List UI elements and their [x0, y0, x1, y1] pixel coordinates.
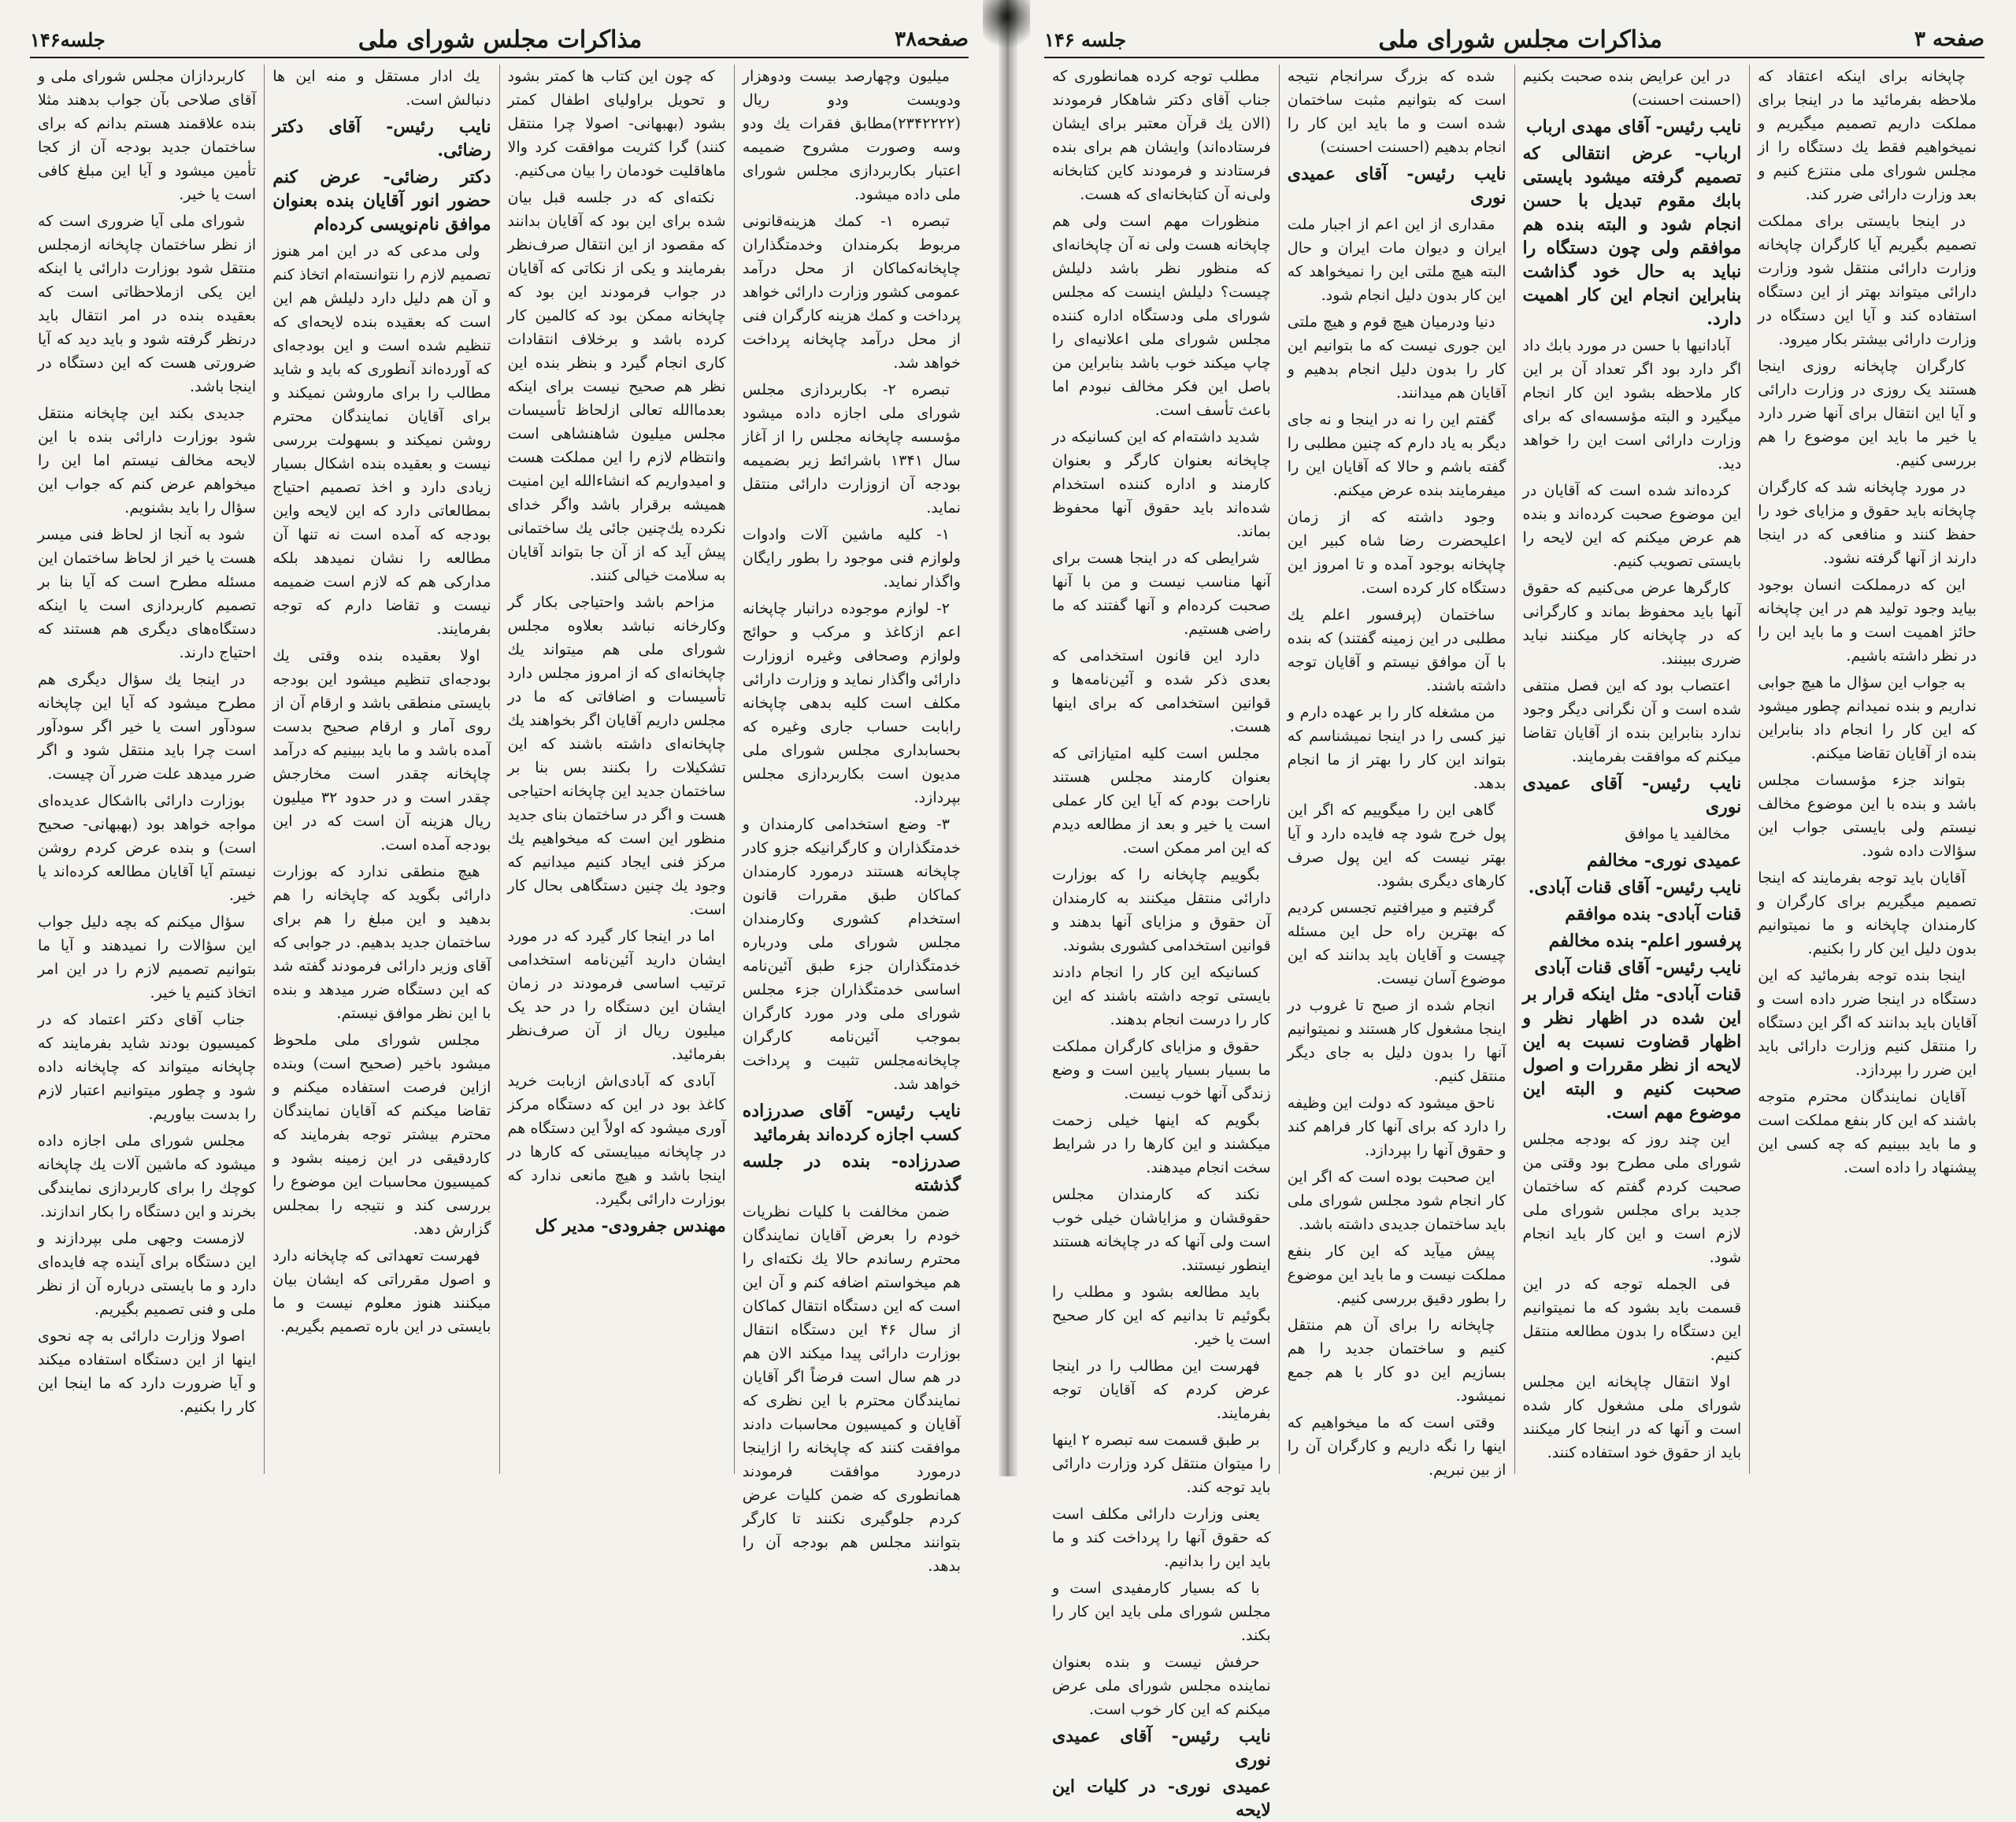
paragraph: باید مطالعه بشود و مطلب را بگوئیم تا بدانیم که این کار صحیح است یا خیر.	[1052, 1283, 1271, 1348]
paragraph: دارد این قانون استخدامی که بعدی ذکر شده و آئین‌نامه‌ها و قوانین استخدامی که برای اینها هست.	[1052, 646, 1271, 735]
paragraph: حقوق و مزایای کارگران مملکت ما بسیار بسیار پایین است و وضع زندگی آنها خوب نیست.	[1052, 1037, 1271, 1102]
paragraph: ضمن مخالفت با کلیات نظریات خودم را بعرض آقایان نمایندگان محترم رساندم حالا یك نکته‌ای را هم میخواستم اضافه کنم و آن این است که این دستگاه انتقال کماکان از سال ۴۶ این دستگاه انتقال بوزارت دارائی پیدا میکند الان هم در هم سال است فرضاً اگر آقایان نمایندگان محترم با این نظری که آقایان و کمیسیون محاسبات دادند موافقت کنند که چاپخانه را ازاینجا درمورد موافقت فرمودند همانطوری که ضمن کلیات عرض کردم جلوگیری نکنند تا کارگر بتوانند مجلس هم بودجه آن را بدهد.	[742, 1202, 961, 1575]
paragraph: مخالفید یا موافق	[1625, 824, 1731, 842]
paragraph: کارگران چاپخانه روزی اینجا هستند یک روزی در وزارت دارائی و آیا این انتقال برای آنها ضرر دارد یا خیر ما باید این موضوع را هم بررسی کنیم.	[1758, 357, 1977, 469]
paragraph: به جواب این سؤال ما هیچ جوابی نداریم و بنده نمیدانم چطور میشود که این کار را انجام داد بنابراین بنده از آقایان تقاضا میکنم.	[1758, 673, 1977, 762]
paragraph: مقداری از این اعم از اجبار ملت ایران و دیوان مات ایران و حال البته هیچ ملتی این را نمیخواهد که این کار بدون دلیل انجام شود.	[1287, 215, 1506, 304]
paragraph: مجلس شورای ملی ملحوظ میشود باخیر (صحیح است) وبنده ازاین فرصت استفاده میکنم و تقاضا میکنم که آقایان نمایندگان محترم بیشتر توجه بفرمایند که کاردقیقی در این زمینه بشود و کمیسیون محاسبات این موضوع را بررسی کند و نتیجه را بمجلس گزارش دهد.	[272, 1031, 491, 1238]
speaker-line: نایب رئیس- آقای عمیدی نوری	[1287, 164, 1506, 208]
paragraph: شدید داشته‌ام که این کسانیکه در چاپخانه بعنوان کارگر و بعنوان کارمند و اداره کننده استخدام شده‌اند باید حقوق آنها محفوظ بماند.	[1052, 428, 1271, 540]
paragraph: تبصره ۱- کمك هزینه‌قانونی مربوط بکرمندان وخدمتگذاران چاپخانه‌کماکان از محل درآمد عمومی کشور وزارت دارائی خواهد پرداخت و کمك هزینه کارگران فنی از محل درآمد چاپخانه پرداخت خواهد شد.	[742, 212, 961, 372]
speaker-line: نایب رئیس- آقای صدرزاده کسب اجازه کرده‌اند بفرمائید	[742, 1101, 961, 1145]
paragraph: ۲- لوازم موجوده درانبار چاپخانه اعم ازکاغذ و مرکب و حوائج ولوازم وصحافی وغیره ازوزارت دارائی واگذار نماید و وزارت دارائی مکلف است کلیه بدهی چاپخانه رابابت حساب جاری وغیره که بحسابداری مجلس شورای ملی مدیون است بکاربردازی مجلس بپردازد.	[742, 599, 961, 806]
paragraph: وقتی است که ما میخواهیم که اینها را نگه داریم و کارگران آن را از بین نبریم.	[1287, 1413, 1506, 1479]
paragraph: مزاحم باشد واحتیاجی بکار گر وکارخانه نباشد بعلاوه مجلس شورای ملی هم میتواند یك چاپخانه‌ای که از امروز مجلس دارد تأسیسات و اضافاتی که ما در مجلس داریم آقایان اگر بخواهند یك چاپخانه‌ای داشته باشند که این تشکیلات را بکنند بس بنا بر ساختمان جدید این چاپخانه احتیاجی هست و اگر در ساختمان بنای جدید منظور این است که میخواهیم یك مرکز فنی ایجاد کنیم میدانیم که وجود یك چنین دستگاهی بحال کار است.	[507, 593, 726, 918]
paragraph: مطلب توجه کرده همانطوری که جناب آقای دکتر شاهکار فرمودند (الان یك قرآن معتبر برای ایشان فرستاده‌اند) وایشان هم برای بنده فرستادند و فرمودند کاین کتابخانه ولی‌نه آن کتابخانه‌ای که هست.	[1052, 67, 1271, 203]
paragraph: بتواند جزء مؤسسات مجلس باشد و بنده با این موضوع مخالف نیستم ولی بایستی جواب این سؤالات داده شود.	[1758, 771, 1977, 860]
paragraph: در اینجا بایستی برای مملکت تصمیم بگیریم آیا کارگران چاپخانه وزارت دارائی منتقل شود وزارت دارائی میتواند بهتر از این دستگاه استفاده کند و آیا این دستگاه در وزارت دارائی بیشتر بکار میرود.	[1758, 212, 1977, 348]
paragraph: چاپخانه را برای آن هم منتقل کنیم و ساختمان جدید را هم بسازیم این دو کار با هم جمع نمیشود.	[1287, 1316, 1506, 1405]
paragraph: جناب آقای دکتر اعتماد که در کمیسیون بودند شاید بفرمایند که چاپخانه میتواند که چاپخانه داده شود و چطور میتوانیم اعتبار لازم را بدست بیاوریم.	[38, 1010, 257, 1123]
paragraph: مجلس شورای ملی اجازه داده میشود که ماشین آلات یك چاپخانه کوچك را برای کاربردازی نمایندگی بخرند و این دستگاه را بکار اندازند.	[38, 1131, 257, 1220]
speaker-line: نایب رئیس- آقای قنات آبادی.	[1528, 877, 1742, 898]
paragraph: با که بسیار کارمفیدی است و مجلس شورای ملی باید این کار را بکند.	[1052, 1579, 1271, 1644]
paragraph: بگوییم چاپخانه را که بوزارت دارائی منتقل میکنند به کارمندان آن حقوق و مزایای آنها بدهند و قوانین استخدامی کشوری بشوند.	[1052, 865, 1271, 954]
paragraph: فی الجمله توجه که در این قسمت باید بشود که ما نمیتوانیم این دستگاه را بدون مطالعه منتقل کنیم.	[1522, 1275, 1742, 1364]
speaker-line: نایب رئیس- آقای دکتر رضائی.	[272, 117, 491, 161]
right-page-header	[30, 22, 969, 58]
paragraph: ۳- وضع استخدامی کارمندان و خدمتگذاران و کارگرانیکه جزو کادر چاپخانه هستند درمورد کارمندان کماکان طبق مقررات قانون استخدام کشوری وکارمندان مجلس شورای ملی ودرباره خدمتگذاران جزء طبق آئین‌نامه اساسی خدمتگذاران جزء مجلس شورای ملی ودر مورد کارگران بموجب آئین‌نامه کارگران چاپخانه‌مجلس تثبیت و پرداخت خواهد شد.	[742, 815, 961, 1093]
paragraph: نکند که کارمندان مجلس حقوقشان و مزایاشان خیلی خوب است ولی آنها که در چاپخانه هستند اینطور نیستند.	[1052, 1185, 1271, 1274]
right-page-columns	[30, 65, 969, 1575]
paragraph: ساختمان (پرفسور اعلم یك مطلبی در این زمینه گفتند) که بنده با آن موافق نیستم و آقایان توجه داشته باشند.	[1287, 605, 1506, 694]
paragraph: اما در اینجا کار گیرد که در مورد ایشان دارید آئین‌نامه استخدامی ترتیب اساسی فرمودند در زمان ایشان این دستگاه را در حد یک میلیون ریال از آن صرف‌نظر بفرمائید.	[507, 927, 726, 1063]
paragraph: گفتم این را نه در اینجا و نه جای دیگر به یاد دارم که چنین مطلبی را گفته باشم و حالا که آقایان این را میفرمایند بنده عرض میکنم.	[1287, 410, 1506, 499]
paragraph: فهرست این مطالب را در اینجا عرض کردم که آقایان توجه بفرمایند.	[1052, 1357, 1271, 1422]
left-page-header	[1044, 22, 1984, 58]
ink-blot	[983, 0, 1030, 55]
paragraph: ولی مدعی که در این امر هنوز تصمیم لازم را نتوانسته‌ام اتخاذ کنم و آن هم دلیل دارد دلیلش هم این است که بعقیده بنده لایحه‌ای که تنظیم شده است و این بودجه‌ای که آورده‌اند آنطوری که باید و شاید مطالب را برای ماروشن نمیکند و برای آقایان نمایندگان محترم روشن نمیکند و بسهولت بررسی نیست و بعقیده بنده اشکال بسیار زیادی دارد و اخذ تصمیم احتیاج بمطالعاتی دارد که این لایحه واین بودجه که آمده است نه تنها آن مطالعه را نشان نمیدهد بلکه مدارکی هم که لازم است ضمیمه نیست و تقاضا دارم که توجه بفرمایند.	[272, 242, 491, 638]
paragraph: دنیا ودرمیان هیچ قوم و هیچ ملتی این جوری نیست که ما بتوانیم این کار را بدون دلیل انجام بدهیم و آقایان هم میدانند.	[1287, 313, 1506, 402]
paragraph: ناحق میشود که دولت این وظیفه را دارد که برای آنها کار فراهم کند و حقوق آنها را بپردازد.	[1287, 1094, 1506, 1159]
paragraph: من مشغله کار را بر عهده دارم و نیز کسی را در اینجا نمیشناسم که بتواند این کار را بهتر از ما انجام بدهد.	[1287, 703, 1506, 792]
paragraph: کارگرها عرض می‌کنیم که حقوق آنها باید محفوظ بماند و کارگرانی که در چاپخانه کار میکنند نباید ضرری ببینند.	[1522, 579, 1742, 668]
paragraph: نکته‌ای که در جلسه قبل بیان شده برای این بود که آقایان بدانند که مقصود از این انتقال صرف‌نظر بفرمایند و یکی از نکاتی که آقایان در جواب فرمودند این بود که چاپخانه ممکن بود که کالمین کار کرده باشد و برخلاف انتقادات کاری انجام گیرد و بنظر بنده این نظر هم صحیح نیست برای اینکه بعدماالله تعالی ازلحاظ تأسیسات مجلس میلیون شاهنشاهی است وانتظام لازم را این مملکت هست و امیدواریم که انشاءالله این امنیت همیشه برقرار باشد واگر خدای نکرده یك‌چنین جائی یك ساختمانی پیش آید که از آن جا بتواند آقایان به سلامت خیالی کنند.	[507, 188, 726, 584]
text-column	[264, 65, 498, 1474]
speaker-line: عمیدی نوری- در کلیات این لایحه	[1052, 1776, 1271, 1820]
session-label: جلسه۱۴۶	[30, 28, 106, 51]
paragraph: شود به آنجا از لحاظ فنی میسر هست یا خیر از لحاظ ساختمان این مسئله مطرح است که آیا بنا بر تصمیم کاربردازی است یا اینکه دستگاه‌های دیگری هم هستند که احتیاج دارند.	[38, 525, 257, 661]
text-column	[1749, 65, 1984, 1474]
speaker-line: قنات آبادی- بنده موافقم	[1565, 904, 1742, 924]
paragraph: که چون این کتاب ها کمتر بشود و تحویل براولیای اطفال کمتر بشود (بهبهانی- اصولا چرا منتقل کنند) گرا کثریت موافقت کرد والا ماهاقلیت خودمان را بیان می‌کنیم.	[507, 67, 726, 180]
paragraph: وجود داشته که از زمان اعلیحضرت رضا شاه کبیر این چاپخانه بوجود آمده و تا امروز این دستگاه کار کرده است.	[1287, 508, 1506, 597]
text-column	[30, 65, 264, 1474]
paragraph: میلیون وچهارصد بیست ودوهزار ودویست ودو ریال (۲۳۴۲۲۲۲)مطابق فقرات یك ودو وسه وصورت مشروح ضمیمه اعتبار بکاربردازی مجلس شورای ملی داده میشود.	[742, 67, 961, 203]
paragraph: کرده‌اند شده است که آقایان در این موضوع صحبت کرده‌اند و بنده هم عرض میکنم که این لایحه را بایستی تصویب کنیم.	[1522, 481, 1742, 570]
speaker-line: نایب رئیس- آقای عمیدی نوری	[1052, 1726, 1271, 1770]
paragraph: بگویم که اینها خیلی زحمت میکشند و این کارها را در شرایط سخت انجام میدهند.	[1052, 1111, 1271, 1176]
paragraph: سؤال میکنم که بچه دلیل جواب این سؤالات را نمیدهند و آیا ما بتوانیم تصمیم لازم را در این امر اتخاذ کنیم یا خیر.	[38, 913, 257, 1002]
paragraph: گاهی این را میگوییم که اگر این پول خرج شود چه فایده دارد و آیا بهتر نیست که این پول صرف کارهای دیگری بشود.	[1287, 801, 1506, 890]
paragraph: چاپخانه برای اینکه اعتقاد که ملاحظه بفرمائید ما در اینجا برای مملکت داریم تصمیم میگیریم و نمیخواهیم فقط یك دستگاه را از مجلس شورای ملی منتزع کنیم و بعد وزارت دارائی ضرر کند.	[1758, 67, 1977, 203]
binding-gutter	[999, 0, 1017, 1476]
paragraph: لازمست وجهی ملی بپردازند و این دستگاه برای آینده چه فایده‌ای دارد و ما بایستی درباره آن از نظر ملی و فنی تصمیم بگیریم.	[38, 1229, 257, 1318]
paragraph: اولا انتقال چاپخانه این مجلس شورای ملی مشغول کار شده است و آنها که در اینجا کار میکنند باید از حقوق خود استفاده کنند.	[1522, 1372, 1742, 1461]
paragraph: پیش میآید که این کار بنفع مملکت نیست و ما باید این موضوع را بطور دقیق بررسی کنیم.	[1287, 1242, 1506, 1307]
left-page	[1008, 0, 2016, 1820]
paragraph: ۱- کلیه ماشین آلات وادوات ولوازم فنی موجود را بطور رایگان واگذار نماید.	[742, 525, 961, 591]
page-number: صفحه ۳	[1914, 28, 1984, 51]
paragraph: منظورات مهم است ولی هم چاپخانه هست ولی نه آن چاپخانه‌ای که منظور نظر باشد دلیلش چیست؟ دلیلش اینست که مجلس شورای ملی ودستگاه اداره کننده مجلس شورای ملی اعلانیه‌ای را چاپ میکند خوب باشد بنابراین من باصل این فکر مخالف نبودم اما باعث تأسف است.	[1052, 212, 1271, 419]
paragraph: شورای ملی آیا ضروری است که از نظر ساختمان چاپخانه ازمجلس منتقل شود بوزارت دارائی یا اینکه این یکی ازملاحظاتی است که بعقیده بنده در امر انتقال باید درنظر گرفته شود و باید دید که آیا ضرورتی هست که این دستگاه در اینجا باشد.	[38, 212, 257, 395]
paragraph: آبادانیها با حسن در مورد بابك داد اگر دارد بود اگر تعداد آن بر این کار ملاحظه بشود این کار انجام میگیرد و البته مؤسسه‌ای که برای وزارت دارائی است این را خواهد دید.	[1522, 336, 1742, 472]
paragraph: شرایطی که در اینجا هست برای آنها مناسب نیست و من با آنها صحبت کرده‌ام و آنها گفتند که ما راضی هستیم.	[1052, 549, 1271, 638]
paragraph: کاربردازان مجلس شورای ملی و آقای صلاحی بآن جواب بدهند مثلا بنده علاقمند هستم بدانم که برای ساختمان جدید بودجه آن از کجا تأمین میشود و آیا این مبلغ کافی است یا خیر.	[38, 67, 257, 203]
paragraph: آقایان نمایندگان محترم متوجه باشند که این کار بنفع مملکت است و ما باید ببینیم که چه کسی این پیشنهاد را داده است.	[1758, 1087, 1977, 1176]
speaker-line: نایب رئیس- آقای قنات آبادی	[1534, 957, 1742, 978]
speaker-line: مهندس جفرودی- مدیر کل	[535, 1216, 726, 1236]
paragraph: هیچ منطقی ندارد که بوزارت دارائی بگوید که چاپخانه را هم بدهید و این مبلغ را هم برای ساختمان جدید بدهیم. در جوابی که آقای وزیر دارائی فرمودند گفته شد که این دستگاه ضرر میدهد و بنده با این نظر موافق نیستم.	[272, 862, 491, 1022]
right-page	[0, 0, 1008, 1575]
paragraph: بوزارت دارائی بااشکال عدیده‌ای مواجه خواهد بود (بهبهانی- صحیح است) و بنده عرض کردم روشن نیستم آیا آقایان مطالعه کرده‌اند یا خیر.	[38, 791, 257, 904]
paragraph: آبادی که آبادی‌اش ازبابت خرید کاغذ بود در این که دستگاه مرکز آوری میشود که اولاً این دستگاه هم در چاپخانه میبایستی که کارها در اینجا باشد و هیچ مانعی ندارد که بوزارت دارائی بگیرد.	[507, 1072, 726, 1208]
text-column	[1279, 65, 1514, 1479]
paragraph: گرفتیم و میرافتیم تجسس کردیم که بهترین راه حل این مسئله چیست و آقایان باید بدانند که این موضوع آسان نیست.	[1287, 898, 1506, 987]
paragraph: در مورد چاپخانه شد که کارگران چاپخانه باید حقوق و مزایای خود را حفظ کنند و منافعی که در اینجا دارند از آنها گرفته نشود.	[1758, 478, 1977, 567]
speaker-line: نایب رئیس- آقای عمیدی نوری	[1522, 773, 1742, 817]
paragraph: تبصره ۲- بکاربردازی مجلس شورای ملی اجازه داده میشود مؤسسه چاپخانه مجلس را از آغاز سال ۱۳۴۱ باشرائط زیر بضمیمه بودجه آن ازوزارت دارائی منتقل نماید.	[742, 380, 961, 517]
paragraph: کسانیکه این کار را انجام دادند بایستی توجه داشته باشند که این کار را درست انجام بدهند.	[1052, 963, 1271, 1028]
paragraph: اعتصاب بود که این فصل منتفی شده است و آن نگرانی دیگر وجود ندارد بنابراین بنده از آقایان تقاضا میکنم که موافقت بفرمایند.	[1522, 676, 1742, 765]
paragraph: یعنی وزارت دارائی مکلف است که حقوق آنها را پرداخت کند و ما باید این را بدانیم.	[1052, 1505, 1271, 1570]
paragraph: اصولا وزارت دارائی به چه نحوی اینها از این دستگاه استفاده میکند و آیا ضرورت دارد که ما اینجا این کار را بکنیم.	[38, 1327, 257, 1416]
paragraph: آقایان باید توجه بفرمایند که اینجا تصمیم میگیریم برای کارگران و کارمندان چاپخانه و ما نمیتوانیم بدون دلیل این کار را بکنیم.	[1758, 868, 1977, 957]
left-page-columns	[1044, 65, 1984, 1820]
text-column	[734, 65, 969, 1575]
paragraph: حرفش نیست و بنده بعنوان نماینده مجلس شورای ملی عرض میکنم که این کار خوب است.	[1052, 1653, 1271, 1718]
speaker-line: نایب رئیس- آقای مهدی ارباب	[1525, 117, 1742, 137]
session-label: جلسه ۱۴۶	[1044, 28, 1127, 51]
paragraph: فهرست تعهداتی که چاپخانه دارد و اصول مقرراتی که ایشان بیان میکنند هنوز معلوم نیست و ما بایستی در این باره تصمیم بگیریم.	[272, 1246, 491, 1335]
paragraph: این که درمملکت انسان بوجود بیاید وجود تولید هم در این چاپخانه حائز اهمیت است و ما باید این را در نظر داشته باشیم.	[1758, 576, 1977, 665]
paragraph: یك ادار مستقل و منه این ها دنبالش است.	[272, 67, 491, 109]
paragraph: بر طبق قسمت سه تبصره ۲ اینها را میتوان منتقل کرد وزارت دارائی باید توجه کند.	[1052, 1431, 1271, 1496]
speaker-line: صدرزاده- بنده در جلسه گذشته	[742, 1151, 961, 1195]
page-number: صفحه۳۸	[895, 28, 969, 51]
speaker-line: پرفسور اعلم- بنده مخالفم	[1548, 931, 1742, 951]
page-title: مذاکرات مجلس شورای ملی	[1378, 25, 1662, 54]
speaker-line: قنات آبادی- مثل اینکه قرار بر این شده در اظهار نظر و اظهار قضاوت نسبت به این لایحه از نظر مقررات و اصول صحبت کنیم و البته این موضوع مهم است.	[1522, 984, 1742, 1123]
paragraph: شده که بزرگ سرانجام نتیجه است که بتوانیم مثبت ساختمان شده است و ما باید این کار را انجام بدهیم (احسنت احسنت)	[1287, 67, 1506, 156]
paragraph: در اینجا یك سؤال دیگری هم مطرح میشود که آیا این چاپخانه سودآور است یا خیر اگر سودآور است چرا باید منتقل شود و اگر ضرر میدهد علت ضرر آن چیست.	[38, 670, 257, 783]
paragraph: انجام شده از صبح تا غروب در اینجا مشغول کار هستند و نمیتوانیم آنها را بدون دلیل به جای دیگر منتقل کنیم.	[1287, 996, 1506, 1085]
text-column	[1514, 65, 1750, 1474]
speaker-line: ارباب- عرض انتقالی که تصمیم گرفته میشود بایستی بابك مقوم تبدیل با حسن انجام شود و البته بنده هم موافقم ولی چون دستگاه را نباید به حال خود گذاشت بنابراین انجام این کار اهمیت دارد.	[1522, 143, 1742, 329]
paragraph: اینجا بنده توجه بفرمائید که این دستگاه در اینجا ضرر داده است و آقایان باید بدانند که اگر این دستگاه را منتقل کنیم وزارت دارائی باید این ضرر را بپردازد.	[1758, 966, 1977, 1079]
paragraph: مجلس است کلیه امتیازاتی که بعنوان کارمند مجلس هستند ناراحت بودم که آیا این کار عملی است یا خیر و بعد از مطالعه دیدم که این امر ممکن است.	[1052, 744, 1271, 857]
paragraph: جدیدی بکند این چاپخانه منتقل شود بوزارت دارائی بنده با این لایحه مخالف نیستم اما این را میخواهم عرض کنم که جواب این سؤال را باید بشنویم.	[38, 404, 257, 517]
page-title: مذاکرات مجلس شورای ملی	[358, 25, 643, 54]
speaker-line: عمیدی نوری- مخالفم	[1587, 850, 1742, 871]
paragraph: این چند روز که بودجه مجلس شورای ملی مطرح بود وقتی من صحبت کردم گفتم که ساختمان جدید برای مجلس شورای ملی لازم است و این کار باید انجام شود.	[1522, 1130, 1742, 1266]
text-column	[1044, 65, 1279, 1820]
paragraph: اولا بعقیده بنده وقتی یك بودجه‌ای تنظیم میشود این بودجه بایستی منطقی باشد و ارقام آن از روی آمار و ارقام صحیح بدست آمده باشد و ما باید ببینیم که درآمد چاپخانه چقدر است مخارجش چقدر است و در حدود ۳۲ میلیون ریال هزینه آن است که در این بودجه آمده است.	[272, 646, 491, 854]
text-column	[499, 65, 734, 1474]
paragraph: این صحبت بوده است که اگر این کار انجام شود مجلس شورای ملی باید ساختمان جدیدی داشته باشد.	[1287, 1168, 1506, 1233]
paragraph: در این عرایض بنده صحبت بکنیم (احسنت احسنت)	[1522, 67, 1742, 109]
speaker-line: دکتر رضائی- عرض کنم حضور انور آقایان بنده بعنوان موافق نام‌نویسی کرده‌ام	[272, 167, 491, 235]
